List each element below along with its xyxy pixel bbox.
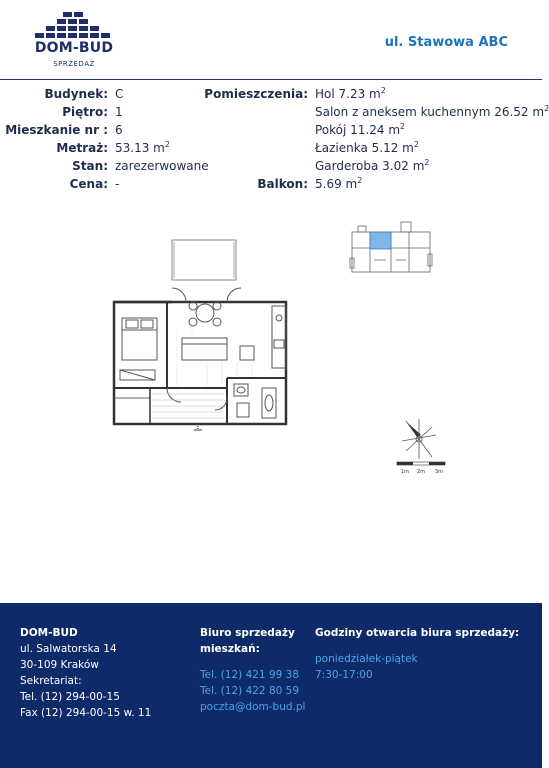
company-phone: Tel. (12) 294-00-15 xyxy=(20,691,120,703)
company-logo[interactable] xyxy=(30,10,120,70)
status-label: Stan: xyxy=(72,159,108,173)
secretariat-label: Sekretariat: xyxy=(20,675,82,687)
logo-subtext: SPRZEDAŻ xyxy=(53,60,95,68)
sales-email-link[interactable]: poczta@dom-bud.pl xyxy=(200,701,306,713)
status-value: zarezerwowane xyxy=(115,159,209,173)
room-item: Łazienka 5.12 $m^2$ xyxy=(315,140,419,155)
compass-icon xyxy=(398,415,440,463)
sales-phone-2[interactable]: Tel. (12) 422 80 59 xyxy=(200,685,300,697)
apartment-label: Mieszkanie nr : xyxy=(5,123,108,137)
balcony-value: 5.69 $m^2$ xyxy=(315,176,363,191)
sales-title-1: Biuro sprzedaży xyxy=(200,627,295,639)
company-contact xyxy=(20,625,151,721)
room-item: Garderoba 3.02 $m^2$ xyxy=(315,158,430,173)
key-plan xyxy=(346,218,436,278)
room-item: Hol 7.23 $m^2$ xyxy=(315,86,386,101)
office-hours xyxy=(315,625,519,683)
sales-title-2: mieszkań: xyxy=(200,643,260,655)
brick-roof-icon xyxy=(30,10,120,40)
hours-title: Godziny otwarcia biura sprzedaży: xyxy=(315,627,520,639)
street-title: ul. Stawowa ABC xyxy=(384,35,508,50)
balcony-label: Balkon: xyxy=(257,177,308,191)
floor-value: 1 xyxy=(115,105,123,119)
scale-bar xyxy=(395,461,447,475)
hours-days: poniedziałek-piątek xyxy=(315,653,418,665)
apartment-value: 6 xyxy=(115,123,123,137)
scale-label: 1m xyxy=(401,469,410,475)
sales-office xyxy=(200,625,305,715)
page-header xyxy=(0,0,542,80)
apartment-highlight xyxy=(370,232,391,249)
company-name: DOM-BUD xyxy=(20,627,78,639)
price-value: - xyxy=(115,177,120,191)
price-label: Cena: xyxy=(69,177,108,191)
floor-label: Piętro: xyxy=(62,105,108,119)
scale-label: 2m xyxy=(417,469,426,475)
area-label: Metraż: xyxy=(56,141,108,155)
scale-label: 3m xyxy=(435,469,444,475)
building-value: C xyxy=(115,87,124,101)
logo-text: DOM-BUD xyxy=(34,40,114,56)
floor-plan xyxy=(112,238,312,433)
company-street: ul. Salwatorska 14 xyxy=(20,643,117,655)
company-city: 30-109 Kraków xyxy=(20,659,99,671)
room-item: Salon z aneksem kuchennym 26.52 $m^2$ xyxy=(315,104,549,119)
hours-time: 7:30-17:00 xyxy=(315,669,373,681)
company-fax: Fax (12) 294-00-15 w. 11 xyxy=(20,707,152,719)
building-label: Budynek: xyxy=(44,87,108,101)
area-value: 53.13 $m^2$ xyxy=(115,140,170,155)
rooms-label: Pomieszczenia: xyxy=(204,87,308,101)
room-item: Pokój 11.24 $m^2$ xyxy=(315,122,406,137)
page-footer xyxy=(0,603,542,768)
sales-phone-1[interactable]: Tel. (12) 421 99 38 xyxy=(200,669,300,681)
